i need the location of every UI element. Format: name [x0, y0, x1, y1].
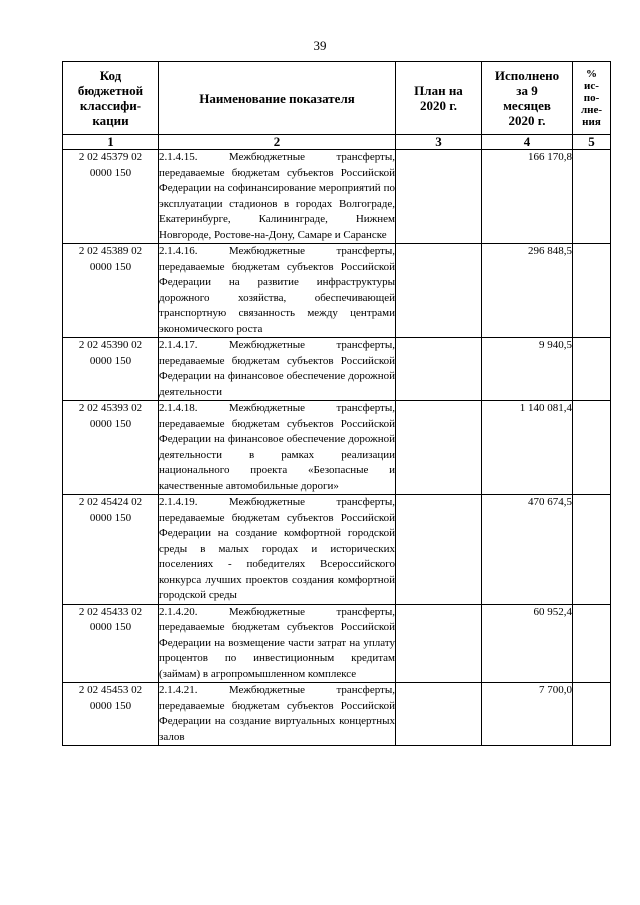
row-percent: [573, 683, 611, 746]
row-plan: [396, 338, 482, 401]
header-code: Код бюджетной классифи- кации: [63, 62, 159, 135]
row-percent: [573, 604, 611, 683]
row-name: 2.1.4.16. Межбюджетные трансферты, передаваемые бюджетам субъектов Российской Федерации на развитие инфраструктуры дорожного хозяйства, обеспечивающей транспортную связанность между центрами экономического роста: [159, 244, 396, 338]
column-number: 5: [573, 135, 611, 150]
row-code: 2 02 45393 02 0000 150: [63, 401, 159, 495]
row-code: 2 02 45424 02 0000 150: [63, 495, 159, 605]
row-plan: [396, 604, 482, 683]
table-row: [63, 683, 611, 746]
row-code: 2 02 45453 02 0000 150: [63, 683, 159, 746]
header-executed: Исполнено за 9 месяцев 2020 г.: [482, 62, 573, 135]
row-percent: [573, 338, 611, 401]
row-name: 2.1.4.18. Межбюджетные трансферты, передаваемые бюджетам субъектов Российской Федерации на финансовое обеспечение дорожной деятельности в рамках реализации национального проекта «Безопасные и качественные автомобильные дороги»: [159, 401, 396, 495]
table-row: [63, 495, 611, 605]
row-plan: [396, 401, 482, 495]
row-percent: [573, 150, 611, 244]
row-plan: [396, 244, 482, 338]
row-name: 2.1.4.21. Межбюджетные трансферты, передаваемые бюджетам субъектов Российской Федерации на создание виртуальных концертных залов: [159, 683, 396, 746]
header-row: [63, 62, 611, 135]
table-row: [63, 338, 611, 401]
column-number: 3: [396, 135, 482, 150]
row-name: 2.1.4.20. Межбюджетные трансферты, передаваемые бюджетам субъектов Российской Федерации на возмещение части затрат на уплату процентов по инвестиционным кредитам (займам) в агропромышленном комплексе: [159, 604, 396, 683]
column-number-row: [63, 135, 611, 150]
row-code: 2 02 45379 02 0000 150: [63, 150, 159, 244]
row-code: 2 02 45390 02 0000 150: [63, 338, 159, 401]
row-executed: 60 952,4: [482, 604, 573, 683]
row-executed: 7 700,0: [482, 683, 573, 746]
row-executed: 9 940,5: [482, 338, 573, 401]
row-executed: 470 674,5: [482, 495, 573, 605]
row-name: 2.1.4.19. Межбюджетные трансферты, передаваемые бюджетам субъектов Российской Федерации на создание комфортной городской среды в малых городах и исторических поселениях - победителях Всероссийского конкурса лучших проектов создания комфортной городской среды: [159, 495, 396, 605]
header-name: Наименование показателя: [159, 62, 396, 135]
row-executed: 296 848,5: [482, 244, 573, 338]
row-name: 2.1.4.17. Межбюджетные трансферты, передаваемые бюджетам субъектов Российской Федерации на финансовое обеспечение дорожной деятельности: [159, 338, 396, 401]
row-name: 2.1.4.15. Межбюджетные трансферты, передаваемые бюджетам субъектов Российской Федерации на софинансирование мероприятий по эксплуатации стадионов в городах Волгограде, Екатеринбурге, Калининграде, Нижнем Новгороде, Ростове-на-Дону, Самаре и Саранске: [159, 150, 396, 244]
column-number: 2: [159, 135, 396, 150]
column-number: 1: [63, 135, 159, 150]
row-plan: [396, 495, 482, 605]
row-percent: [573, 495, 611, 605]
column-number: 4: [482, 135, 573, 150]
budget-table: [62, 61, 611, 746]
row-code: 2 02 45389 02 0000 150: [63, 244, 159, 338]
header-plan: План на 2020 г.: [396, 62, 482, 135]
row-percent: [573, 244, 611, 338]
row-plan: [396, 683, 482, 746]
row-plan: [396, 150, 482, 244]
table-row: [63, 244, 611, 338]
row-code: 2 02 45433 02 0000 150: [63, 604, 159, 683]
table-row: [63, 150, 611, 244]
page-number: 39: [313, 38, 327, 53]
table-row: [63, 401, 611, 495]
table-row: [63, 604, 611, 683]
row-executed: 1 140 081,4: [482, 401, 573, 495]
header-percent: % ис- по- лне- ния: [573, 62, 611, 135]
row-executed: 166 170,8: [482, 150, 573, 244]
row-percent: [573, 401, 611, 495]
